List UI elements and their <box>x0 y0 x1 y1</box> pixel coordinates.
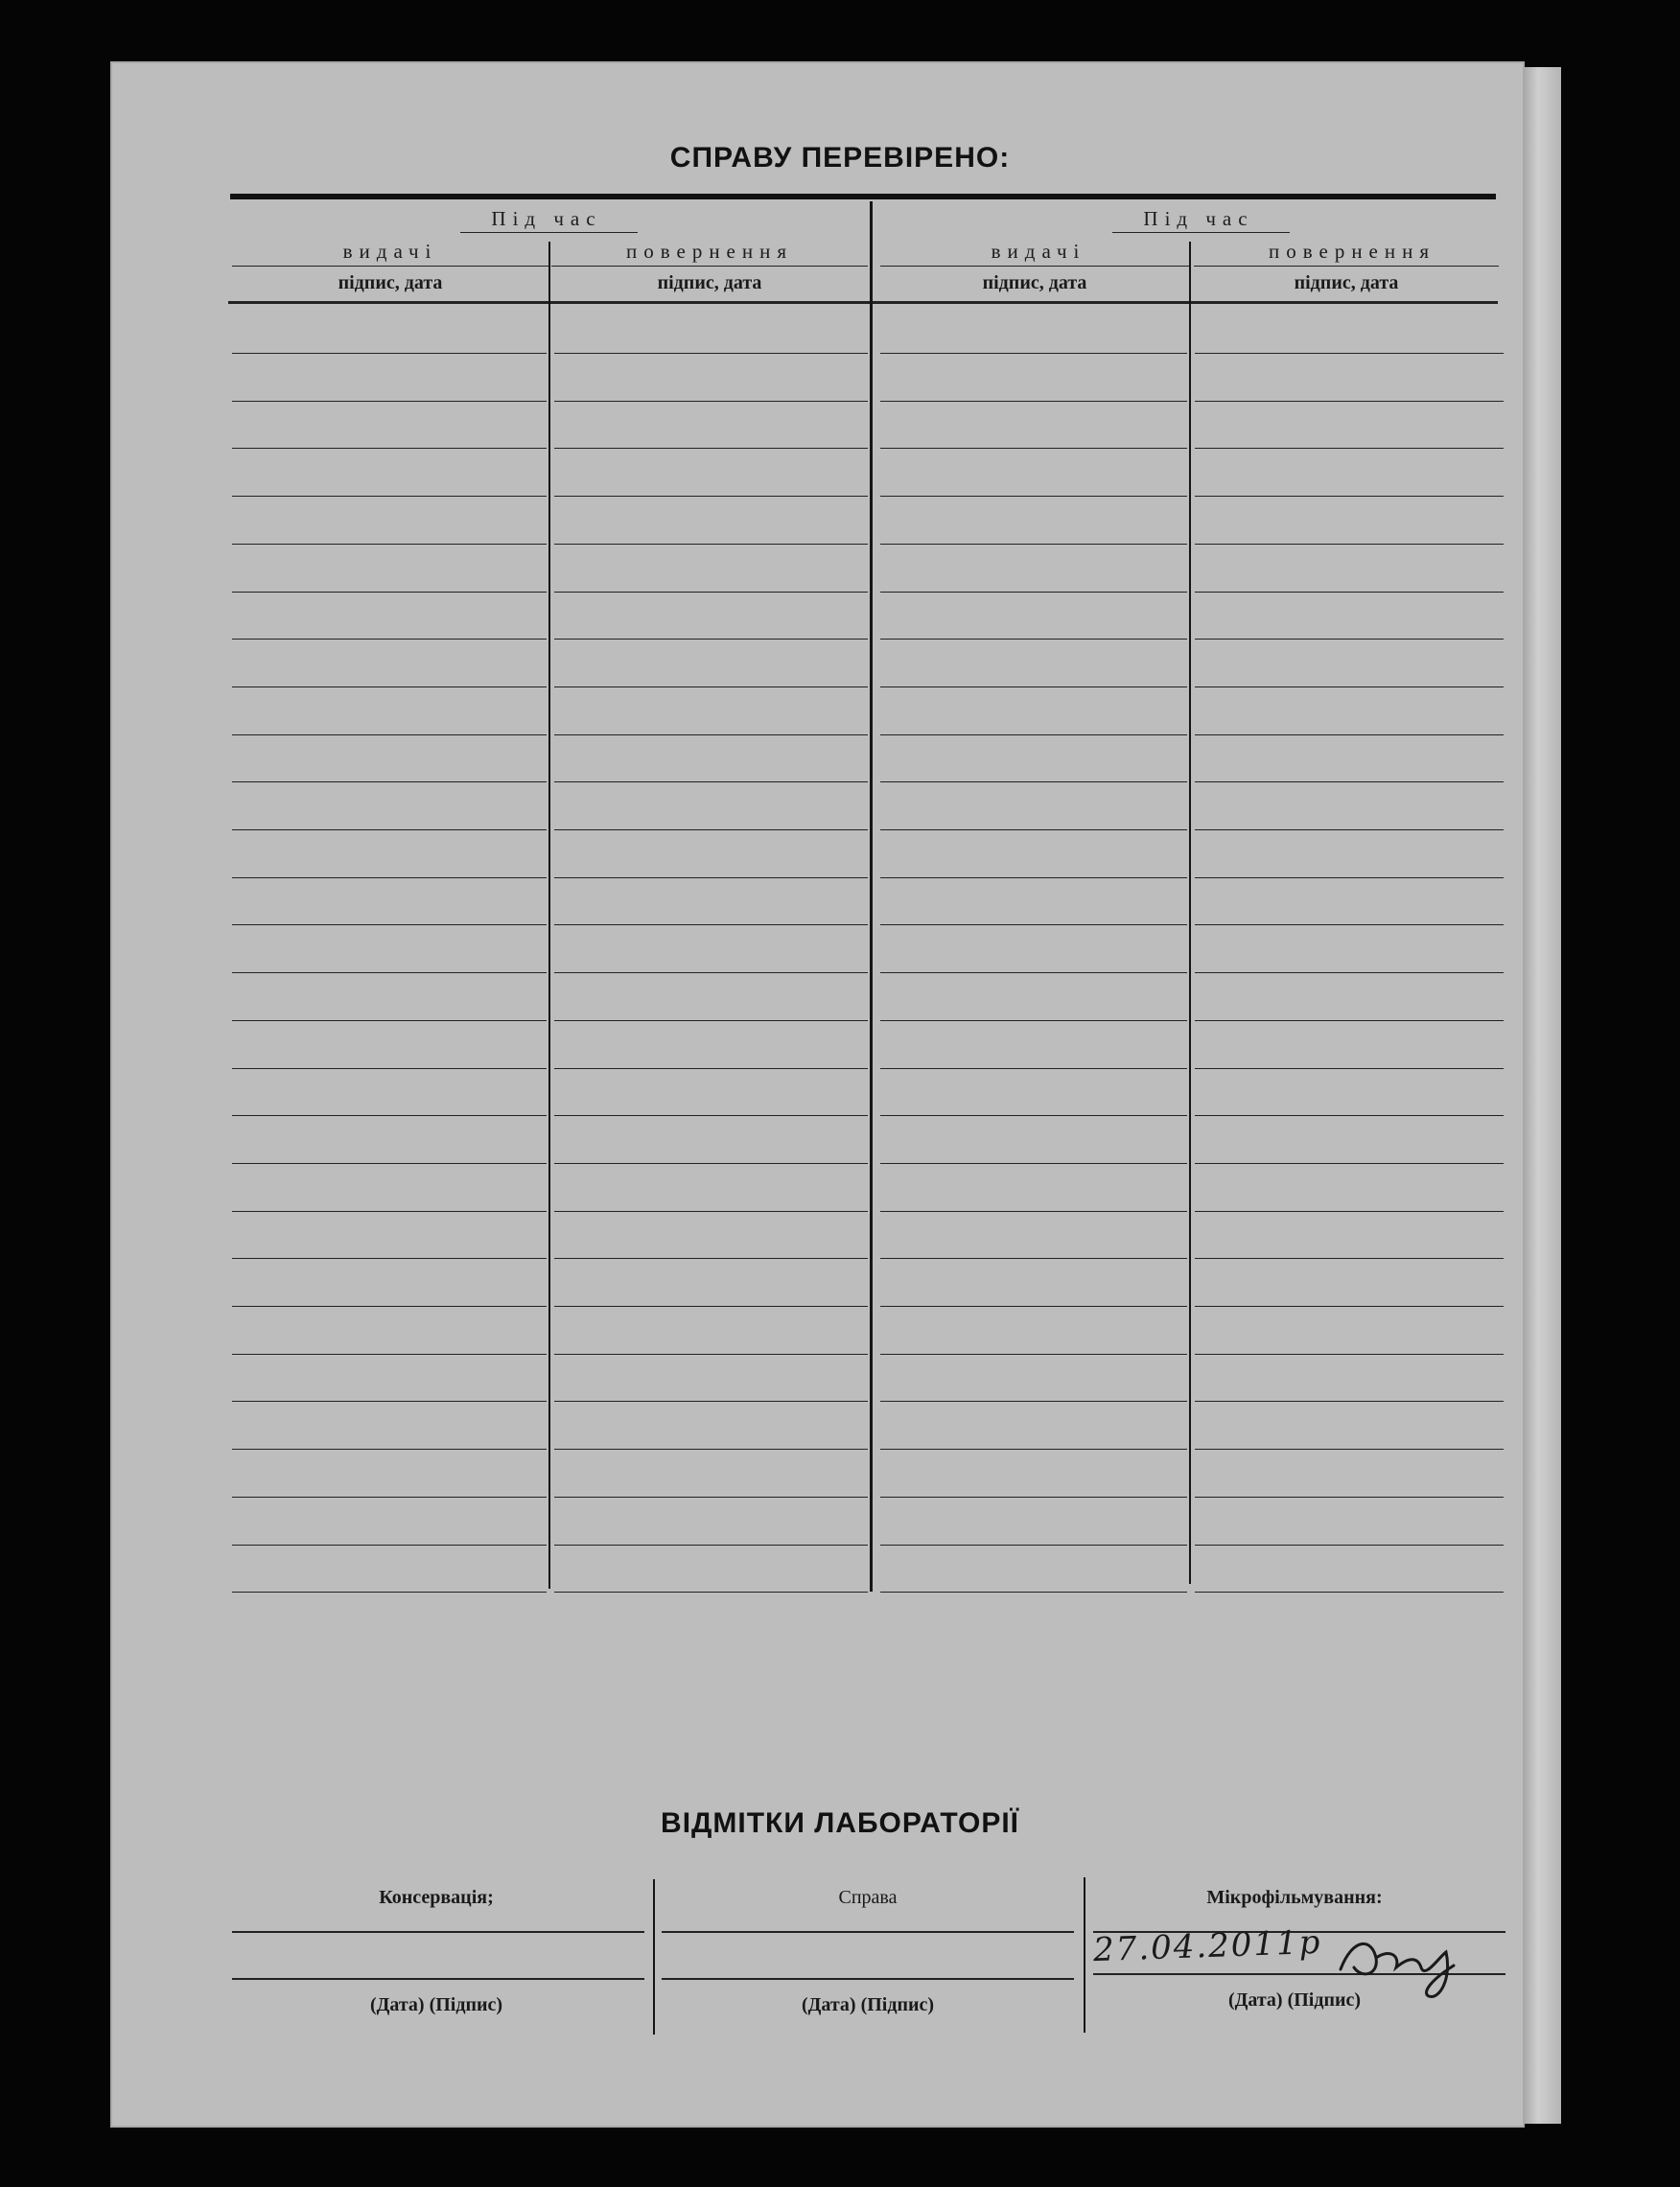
ruled-line <box>554 734 868 735</box>
ruled-line <box>880 686 1187 687</box>
group-label-right: Під час <box>1143 207 1254 230</box>
ruled-line <box>554 1115 868 1116</box>
ruled-line <box>1195 734 1504 735</box>
ruled-line <box>232 734 547 735</box>
ruled-line <box>1195 1068 1504 1069</box>
ruled-line <box>232 1545 547 1546</box>
ruled-line <box>880 877 1187 878</box>
ruled-line <box>1195 1020 1504 1021</box>
ruled-line <box>232 353 547 354</box>
subhead-rule-issue-left <box>232 266 548 267</box>
subhead-rule-return-right <box>1194 266 1499 267</box>
ruled-line <box>1195 448 1504 449</box>
ruled-line <box>880 829 1187 830</box>
ruled-line <box>554 1163 868 1164</box>
ruled-line <box>1195 1545 1504 1546</box>
ruled-line <box>232 686 547 687</box>
ruled-line <box>554 686 868 687</box>
group-underline-right <box>1112 232 1290 233</box>
ruled-line <box>232 1306 547 1307</box>
ruled-line <box>232 972 547 973</box>
ruled-line <box>880 639 1187 640</box>
label-case: Справа <box>838 1887 898 1908</box>
ruled-line <box>232 924 547 925</box>
ruled-line <box>1195 1449 1504 1450</box>
ruled-line <box>880 1258 1187 1259</box>
ruled-line <box>232 1354 547 1355</box>
page-title: СПРАВУ ПЕРЕВІРЕНО: <box>669 142 1011 174</box>
ruled-line <box>880 734 1187 735</box>
ruled-line <box>1195 686 1504 687</box>
ruled-line <box>554 496 868 497</box>
ruled-line <box>554 1020 868 1021</box>
ruled-line <box>232 1497 547 1498</box>
divider-right-inner <box>1189 242 1191 1584</box>
ruled-line <box>554 1068 868 1069</box>
ruled-line <box>232 639 547 640</box>
ruled-line <box>554 1354 868 1355</box>
ruled-line <box>880 1068 1187 1069</box>
ruled-line <box>880 1449 1187 1450</box>
col-issue-right: видачі <box>991 240 1086 263</box>
ruled-line <box>554 401 868 402</box>
ruled-line <box>232 1449 547 1450</box>
ruled-line <box>232 1115 547 1116</box>
ruled-line <box>1195 1354 1504 1355</box>
subhead-rule-issue-right <box>880 266 1189 267</box>
ruled-line <box>880 972 1187 973</box>
ruled-line <box>880 1401 1187 1402</box>
ruled-line <box>232 1020 547 1021</box>
ruled-line <box>232 1068 547 1069</box>
date-sign-c: (Дата) (Підпис) <box>1227 1989 1362 2011</box>
ruled-line <box>1195 877 1504 878</box>
subhead-rule-return-left <box>551 266 868 267</box>
ruled-line <box>1195 972 1504 973</box>
ruled-line <box>554 448 868 449</box>
label-conservation: Консервація; <box>379 1887 494 1908</box>
header-thick-rule <box>230 194 1496 199</box>
ruled-line <box>232 1401 547 1402</box>
ruled-line <box>554 1449 868 1450</box>
ruled-line <box>1195 1115 1504 1116</box>
lab-line-1-b <box>662 1931 1074 1933</box>
ruled-line <box>1195 1497 1504 1498</box>
ruled-line <box>880 1545 1187 1546</box>
ruled-line <box>232 496 547 497</box>
col-sub-return-left: підпис, дата <box>657 272 762 293</box>
ruled-line <box>554 1401 868 1402</box>
ruled-line <box>880 924 1187 925</box>
divider-center <box>870 201 873 1592</box>
ruled-line <box>232 829 547 830</box>
ruled-line <box>1195 1258 1504 1259</box>
ruled-line <box>554 639 868 640</box>
ruled-line <box>880 1592 1187 1593</box>
ruled-line <box>232 1211 547 1212</box>
ruled-line <box>1195 1401 1504 1402</box>
ruled-line <box>1195 1306 1504 1307</box>
ruled-line <box>880 448 1187 449</box>
ruled-line <box>880 353 1187 354</box>
ruled-line <box>880 1354 1187 1355</box>
ruled-line <box>880 496 1187 497</box>
ruled-line <box>554 924 868 925</box>
ruled-line <box>554 1497 868 1498</box>
ruled-line <box>554 877 868 878</box>
ruled-line <box>554 781 868 782</box>
col-issue-left: видачі <box>342 240 438 263</box>
lab-line-2-a <box>232 1978 644 1980</box>
ruled-line <box>880 1020 1187 1021</box>
col-sub-issue-right: підпис, дата <box>982 272 1087 293</box>
lab-divider-1 <box>653 1879 655 2035</box>
col-sub-issue-left: підпис, дата <box>338 272 443 293</box>
ruled-line <box>1195 401 1504 402</box>
date-sign-b: (Дата) (Підпис) <box>801 1994 935 2015</box>
col-return-right: повернення <box>1268 240 1436 263</box>
ruled-line <box>232 401 547 402</box>
ruled-line <box>1195 1592 1504 1593</box>
ruled-line <box>1195 496 1504 497</box>
ruled-line <box>1195 1163 1504 1164</box>
date-sign-a: (Дата) (Підпис) <box>369 1994 503 2015</box>
header-bottom-rule <box>228 301 1498 304</box>
col-sub-return-right: підпис, дата <box>1294 272 1399 293</box>
lab-title: ВІДМІТКИ ЛАБОРАТОРІЇ <box>661 1807 1019 1839</box>
ruled-line <box>232 448 547 449</box>
ruled-line <box>232 877 547 878</box>
ruled-line <box>232 592 547 593</box>
ruled-line <box>880 1497 1187 1498</box>
ruled-line <box>232 1592 547 1593</box>
ruled-line <box>1195 829 1504 830</box>
group-label-left: Під час <box>491 207 602 230</box>
ruled-line <box>554 1258 868 1259</box>
ruled-line <box>1195 592 1504 593</box>
ruled-line <box>880 1306 1187 1307</box>
ruled-line <box>554 1211 868 1212</box>
ruled-line <box>880 592 1187 593</box>
ruled-line <box>1195 924 1504 925</box>
group-underline-left <box>460 232 638 233</box>
ruled-line <box>880 544 1187 545</box>
ruled-line <box>1195 781 1504 782</box>
ruled-line <box>1195 1211 1504 1212</box>
ruled-line <box>1195 353 1504 354</box>
divider-left-inner <box>548 242 550 1589</box>
ruled-line <box>554 1592 868 1593</box>
ruled-line <box>232 1258 547 1259</box>
col-return-left: повернення <box>625 240 794 263</box>
ruled-line <box>1195 639 1504 640</box>
ruled-line <box>880 1163 1187 1164</box>
ruled-line <box>554 592 868 593</box>
ruled-line <box>880 401 1187 402</box>
ruled-line <box>232 544 547 545</box>
ruled-line <box>554 1306 868 1307</box>
microfilming-entry: 27.04.2011р <box>1092 1922 1323 1970</box>
ruled-line <box>554 1545 868 1546</box>
ruled-line <box>232 781 547 782</box>
ruled-line <box>554 353 868 354</box>
ruled-line <box>880 1211 1187 1212</box>
ruled-line <box>554 972 868 973</box>
ruled-line <box>554 829 868 830</box>
ruled-line <box>1195 544 1504 545</box>
label-microfilming: Мікрофільмування: <box>1206 1887 1383 1908</box>
lab-line-2-b <box>662 1978 1074 1980</box>
ruled-line <box>232 1163 547 1164</box>
ruled-line <box>554 544 868 545</box>
lab-line-1-a <box>232 1931 644 1933</box>
ruled-line <box>880 1115 1187 1116</box>
ruled-line <box>880 781 1187 782</box>
